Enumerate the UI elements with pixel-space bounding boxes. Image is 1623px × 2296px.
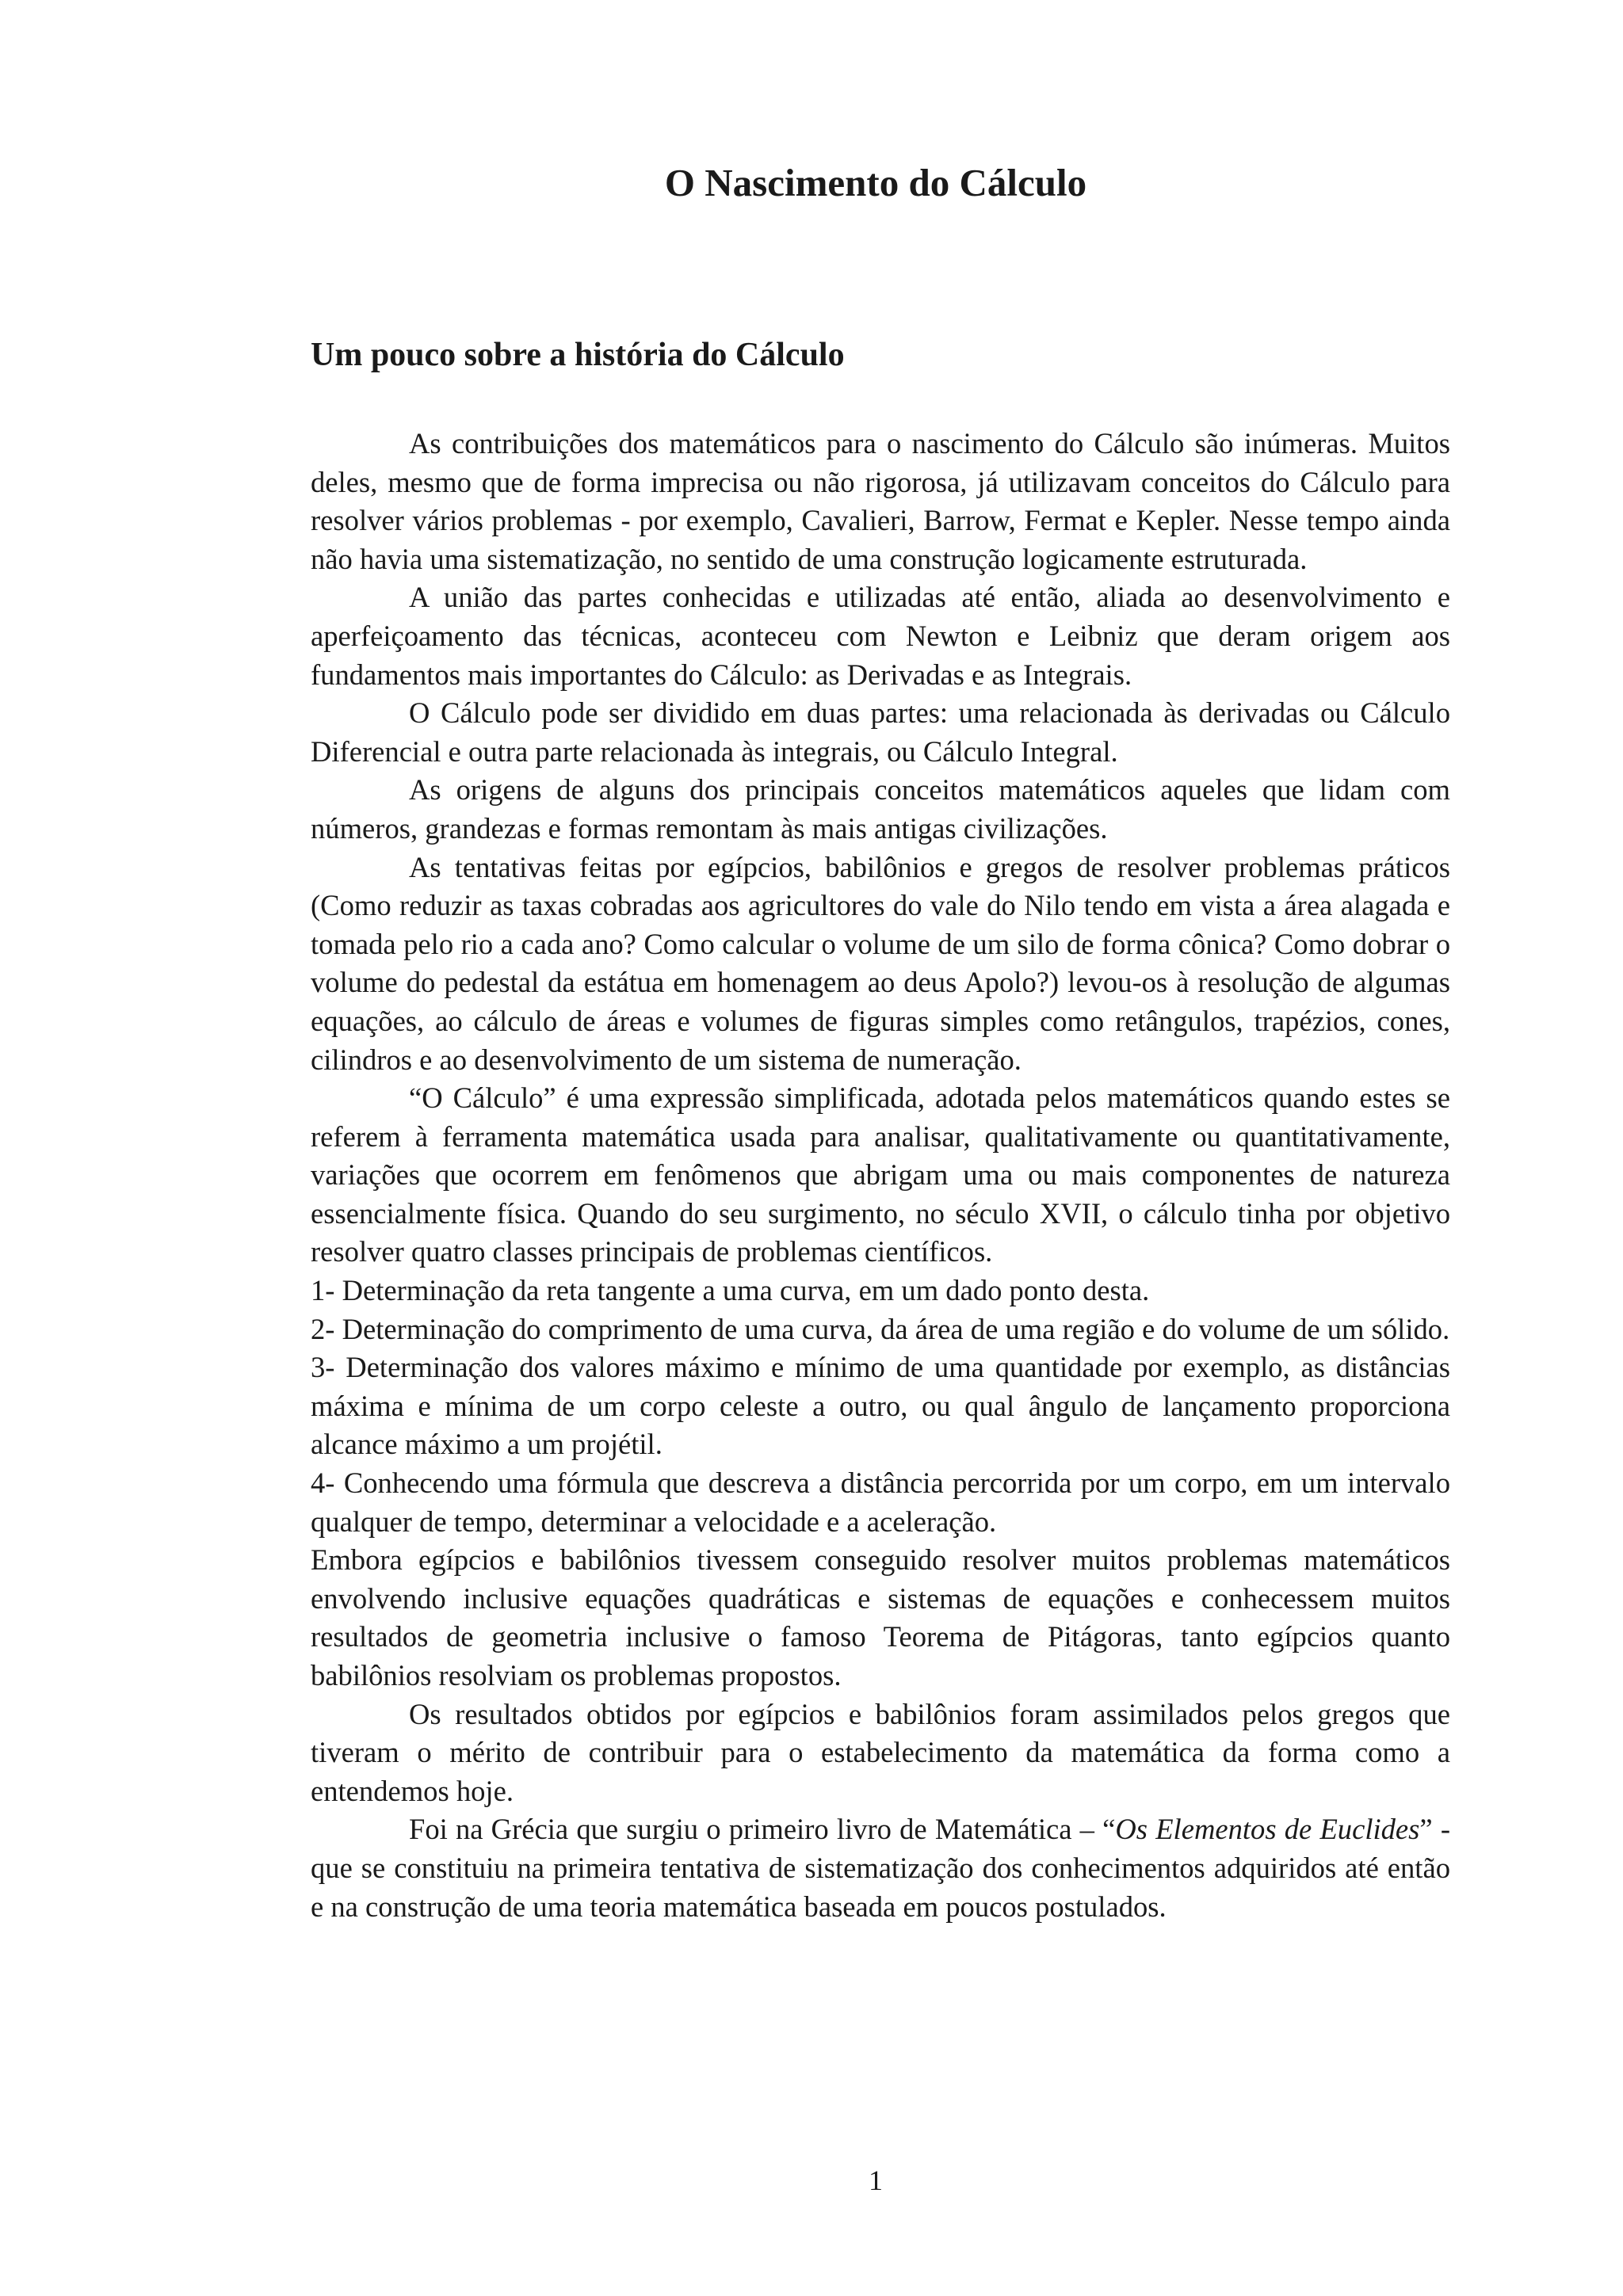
paragraph-egyptians-babylonians: Embora egípcios e babilônios tivessem conseguido resolver muitos problemas matemáticos envolvendo inclusive equações quadráticas e sistemas de equações e conhecessem muitos resultados de geometria inclusive o famoso Teorema de Pitágoras, tanto egípcios quanto babilônios resolviam os problemas propostos. bbox=[311, 1543, 1450, 1691]
euclid-lead-text: Foi na Grécia que surgiu o primeiro livro de Matemática – “ bbox=[409, 1813, 1116, 1846]
paragraph-origins: As origens de alguns dos principais conceitos matemáticos aqueles que lidam com números, grandezas e formas remontam às mais antigas civilizações. bbox=[311, 773, 1450, 845]
paragraph-newton-leibniz: A união das partes conhecidas e utilizadas até então, aliada ao desenvolvimento e aperfeiçoamento das técnicas, aconteceu com Newton e Leibniz que deram origem aos fundamentos mais importantes do Cálculo: as Derivadas e as Integrais. bbox=[311, 581, 1450, 691]
paragraph-greeks: Os resultados obtidos por egípcios e babilônios foram assimilados pelos gregos que tiveram o mérito de contribuir para o estabelecimento da matemática da forma como a entendemos hoje. bbox=[311, 1697, 1450, 1807]
euclid-tail-text: ” - que se constituiu na primeira tentativa de sistematização dos conhecimentos adquiridos até então e na construção de uma teoria matemática baseada em poucos postulados. bbox=[311, 1813, 1451, 1923]
paragraph-ancient-attempts: As tentativas feitas por egípcios, babilônios e gregos de resolver problemas práticos (Como reduzir as taxas cobradas aos agricultores do vale do Nilo tendo em vista a área alagada e tomada pelo rio a cada ano? Como calcular o volume de um silo de forma cônica? Como dobrar o volume do pedestal da estátua em homenagem ao deus Apolo?) levou-os à resolução de algumas equações, ao cálculo de áreas e volumes de figuras simples como retângulos, trapézios, cones, cilindros e ao desenvolvimento de um sistema de numeração. bbox=[311, 850, 1450, 1076]
euclid-book-title: Os Elementos de Euclides bbox=[1115, 1813, 1420, 1846]
paragraph-euclid bbox=[311, 1810, 1450, 1926]
list-item: 3- Determinação dos valores máximo e mínimo de uma quantidade por exemplo, as distâncias máxima e mínima de um corpo celeste a outro, ou qual ângulo de lançamento proporciona alcance máximo a um projétil. bbox=[311, 1351, 1450, 1461]
document-body bbox=[311, 425, 1450, 1926]
paragraph-contributions: As contribuições dos matemáticos para o nascimento do Cálculo são inúmeras. Muitos deles, mesmo que de forma imprecisa ou não rigorosa, já utilizavam conceitos do Cálculo para resolver vários problemas - por exemplo, Cavalieri, Barrow, Fermat e Kepler. Nesse tempo ainda não havia uma sistematização, no sentido de uma construção logicamente estruturada. bbox=[311, 427, 1450, 575]
paragraph-calculus-expression: “O Cálculo” é uma expressão simplificada, adotada pelos matemáticos quando estes se referem à ferramenta matemática usada para analisar, qualitativamente ou quantitativamente, variações que ocorrem em fenômenos que abrigam uma ou mais componentes de natureza essencialmente física. Quando do seu surgimento, no século XVII, o cálculo tinha por objetivo resolver quatro classes principais de problemas científicos. bbox=[311, 1081, 1450, 1268]
page-number: 1 bbox=[869, 2164, 883, 2196]
section-heading: Um pouco sobre a história do Cálculo bbox=[311, 337, 845, 373]
document-title: O Nascimento do Cálculo bbox=[664, 161, 1087, 204]
list-item: 4- Conhecendo uma fórmula que descreva a distância percorrida por um corpo, em um intervalo qualquer de tempo, determinar a velocidade e a aceleração. bbox=[311, 1466, 1450, 1538]
list-item: 2- Determinação do comprimento de uma curva, da área de uma região e do volume de um sólido. bbox=[311, 1312, 1450, 1345]
paragraph-calculus-parts: O Cálculo pode ser dividido em duas partes: uma relacionada às derivadas ou Cálculo Diferencial e outra parte relacionada às integrais, ou Cálculo Integral. bbox=[311, 696, 1450, 768]
list-item: 1- Determinação da reta tangente a uma curva, em um dado ponto desta. bbox=[311, 1274, 1150, 1307]
